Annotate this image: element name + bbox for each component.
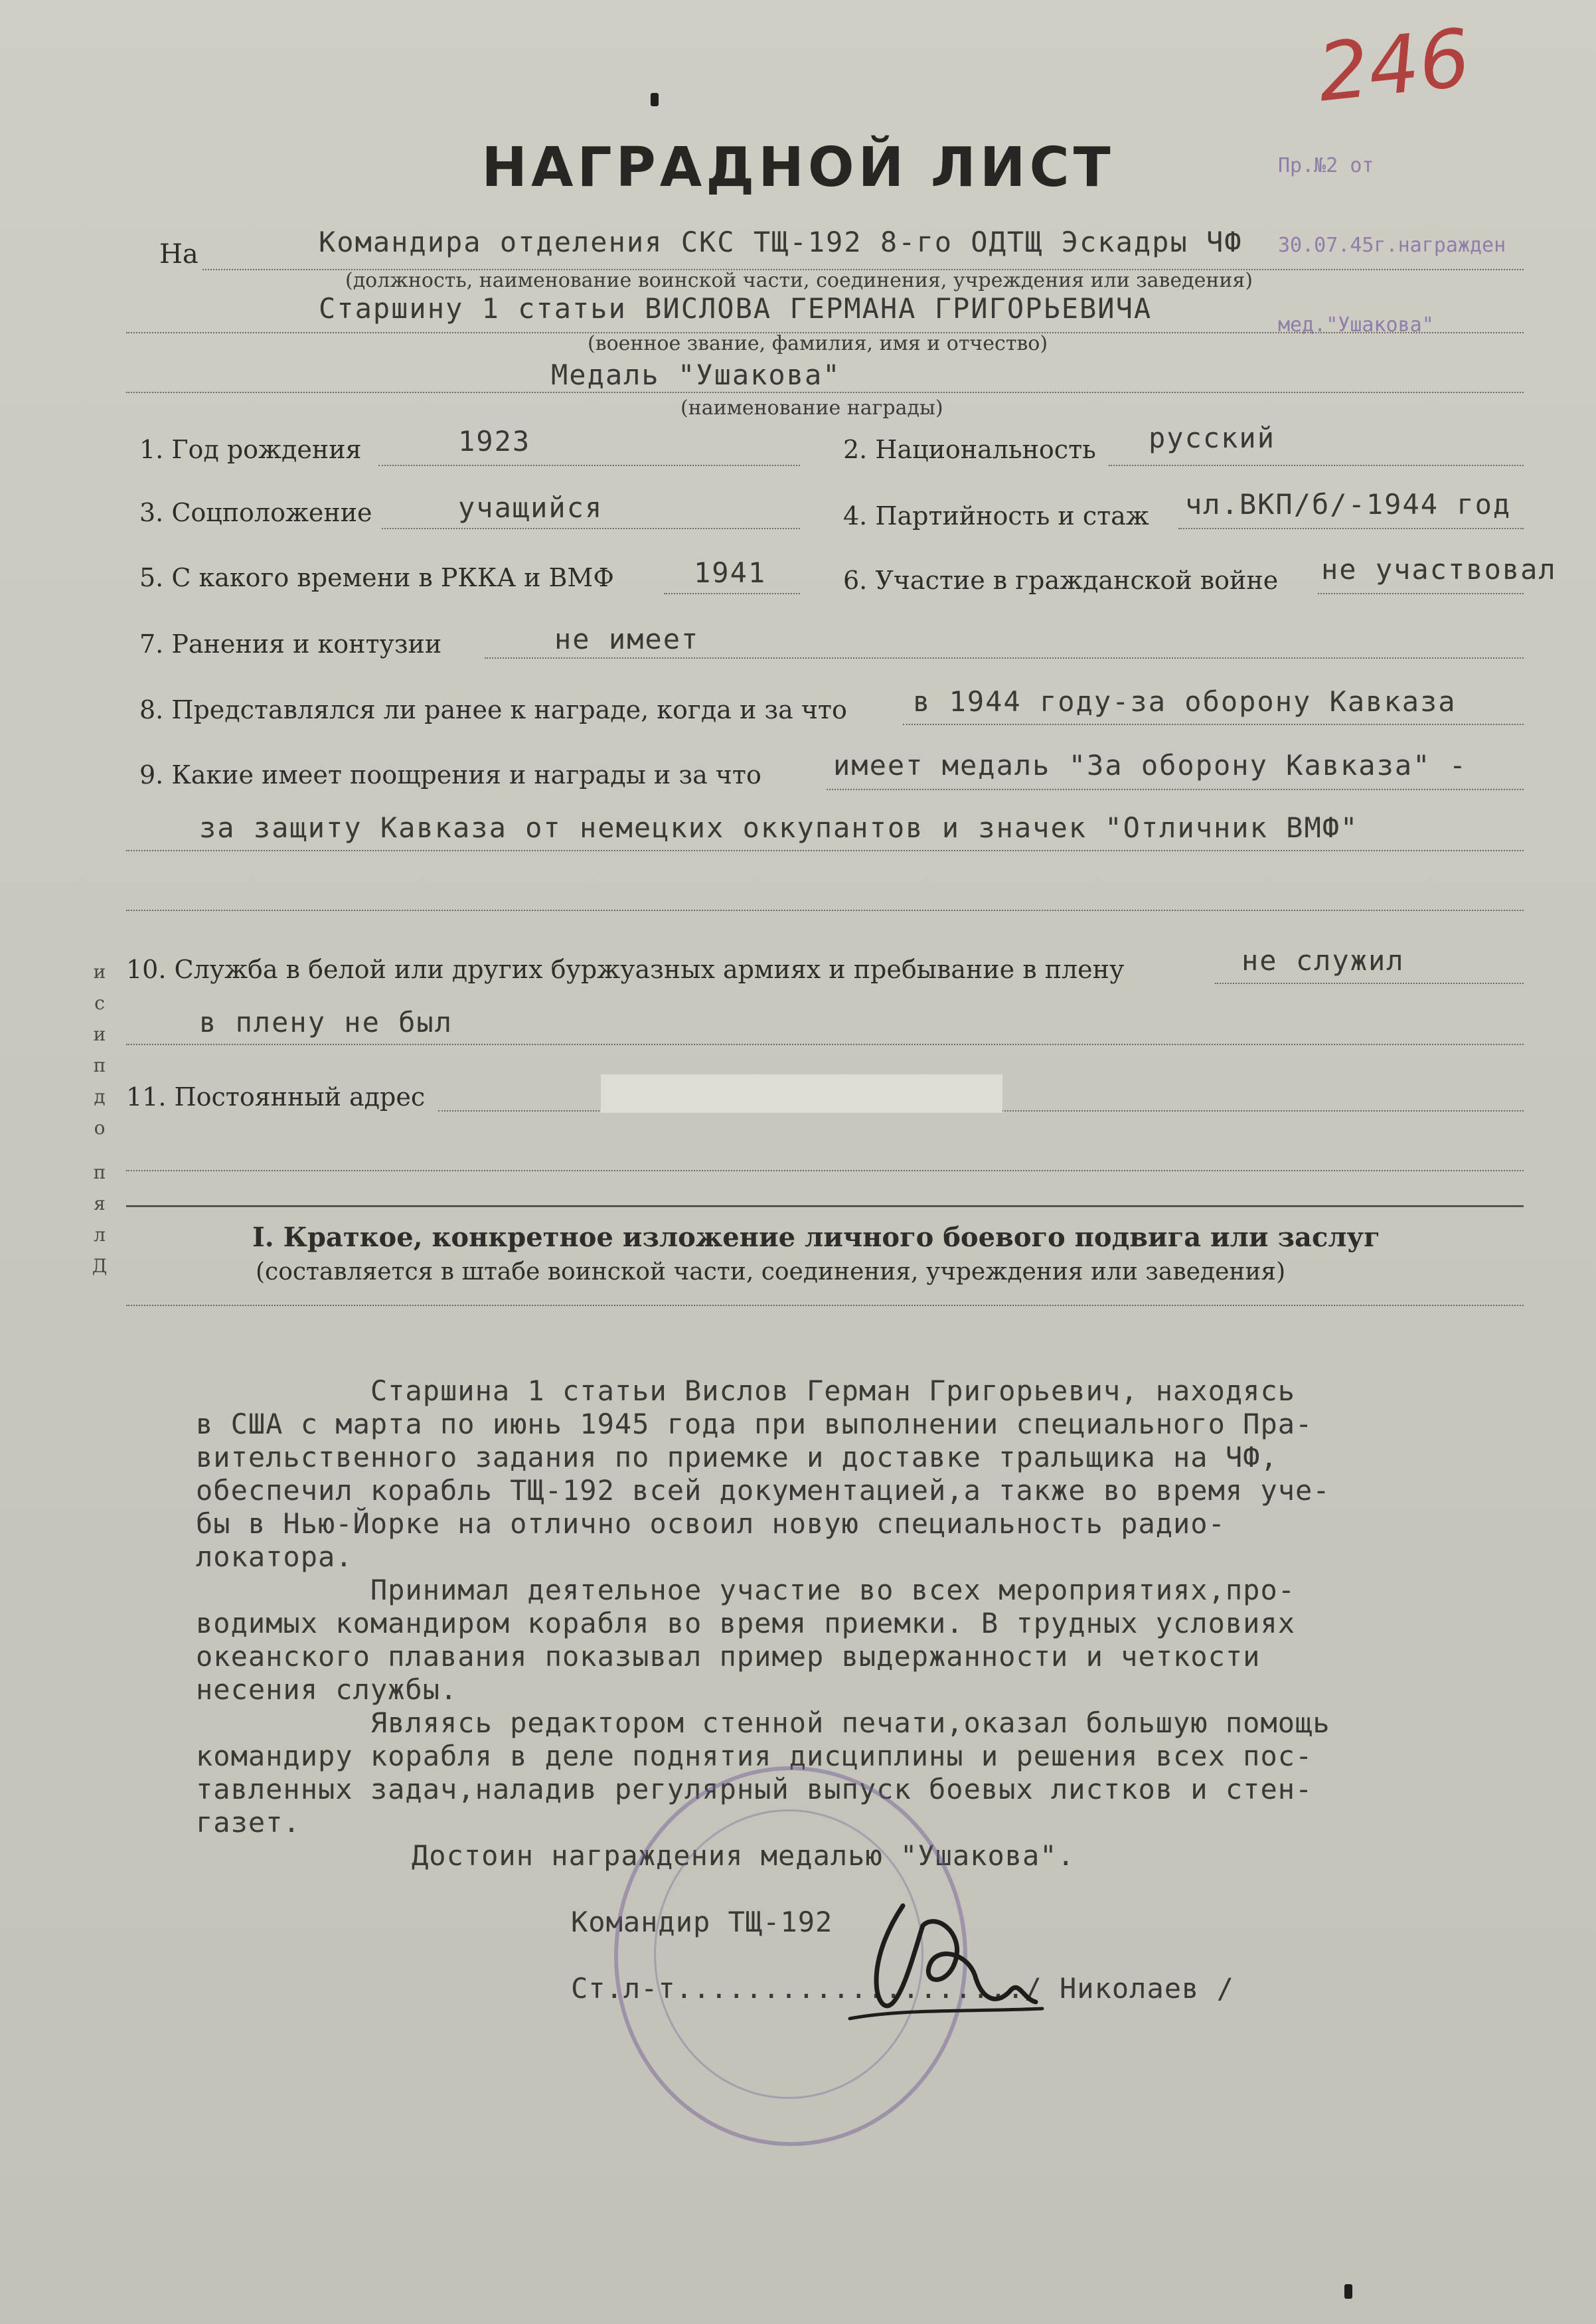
field-honors-line3 (126, 910, 1524, 911)
field-address-line2 (126, 1170, 1524, 1171)
sidebar-letter: д (94, 1086, 106, 1108)
field-previous-award-label: 8. Представлялся ли ранее к награде, когда и за что (139, 695, 847, 724)
sidebar-letter: с (94, 992, 105, 1014)
handwritten-signature (823, 1886, 1062, 2032)
vertical-sidebar-text (86, 956, 113, 1282)
corner-note-line: 30.07.45г.награжден (1278, 234, 1506, 257)
field-address-label: 11. Постоянный адрес (126, 1082, 426, 1112)
section1-heading: I. Краткое, конкретное изложение личного боевого подвига или заслуг (252, 1222, 1380, 1253)
signature-line: Ст.л-т..................../ Николаев / (571, 1972, 1234, 2005)
field-previous-award-value: в 1944 году-за оборону Кавказа (913, 685, 1457, 718)
field-white-army-value-line1: не служил (1241, 944, 1405, 977)
corner-note-line: Пр.№2 от (1278, 154, 1374, 177)
commander-title: Командир ТЩ-192 (571, 1906, 833, 1938)
corner-note-line: мед."Ушакова" (1278, 313, 1434, 337)
field-service-start-line (664, 593, 800, 594)
sidebar-letter: п (93, 1054, 106, 1076)
field-honors-line (827, 789, 1524, 790)
tack-mark (651, 93, 659, 106)
sidebar-letter: и (93, 1023, 106, 1045)
field-service-start-label: 5. С какого времени в РККА и ВМФ (139, 563, 614, 592)
sidebar-letter: о (94, 1117, 106, 1139)
sidebar-letter: л (94, 1224, 106, 1246)
field-honors-value-line2: за защиту Кавказа от немецких оккупантов и значек "Отличник ВМФ" (199, 811, 1359, 844)
to-value: Командира отделения СКС ТЩ-192 8-го ОДТЩ Эскадры ЧФ (319, 226, 1243, 258)
sidebar-letter: и (93, 961, 106, 983)
field-wounds-label: 7. Ранения и контузии (139, 629, 442, 659)
section1-subheading: (составляется в штабе воинской части, соединения, учреждения или заведения) (256, 1258, 1286, 1286)
section-separator (126, 1205, 1524, 1207)
award-caption: (наименование награды) (680, 396, 943, 420)
section1-heading-line (126, 1305, 1524, 1306)
section1-paragraph-3: Являясь редактором стенной печати,оказал большую помощь командиру корабля в деле поднятия дисциплины и решения всех пос- тавленных задач,наладив регулярный выпуск боевых листков и стен- газет. (196, 1706, 1330, 1839)
field-birth-year-value: 1923 (458, 425, 531, 457)
field-civil-war-label: 6. Участие в гражданской войне (843, 566, 1279, 595)
field-party-line (1178, 528, 1524, 529)
field-social-label: 3. Соцположение (139, 498, 372, 527)
award-name: Медаль "Ушакова" (551, 359, 841, 391)
field-birth-year-label: 1. Год рождения (139, 435, 362, 464)
recipient-name: Старшину 1 статьи ВИСЛОВА ГЕРМАНА ГРИГОРЬЕВИЧА (319, 292, 1153, 325)
sidebar-letter: Д (92, 1255, 108, 1277)
field-civil-war-line (1318, 593, 1524, 594)
section1-paragraph-2: Принимал деятельное участие во всех мероприятиях,про- водимых командиром корабля во время приемки. В трудных условиях океанского плавания показывал пример выдержанности и четкости несения службы. (196, 1574, 1296, 1706)
sidebar-letter: я (94, 1193, 106, 1214)
field-civil-war-value: не участвовал (1321, 553, 1557, 586)
field-birth-year-line (378, 465, 800, 466)
field-white-army-line2 (126, 1044, 1524, 1045)
field-social-value: учащийся (458, 491, 603, 524)
field-honors-label: 9. Какие имеет поощрения и награды и за что (139, 760, 761, 789)
section1-paragraph-1: Старшина 1 статьи Вислов Герман Григорьевич, находясь в США с марта по июнь 1945 года при выполнении специального Пра- вительственного задания по приемке и доставке тральщика на ЧФ, обеспечил корабль ТЩ-192 всей документацией,а также во время уче- бы в Нью-Йорке на отлично освоил новую специальность радио- локатора. (196, 1374, 1330, 1573)
to-caption: (должность, наименование воинской части, соединения, учреждения или заведения) (345, 269, 1253, 292)
field-honors-value-line1: имеет медаль "За оборону Кавказа" - (833, 749, 1468, 782)
to-label: На (159, 239, 199, 270)
field-nationality-value: русский (1149, 422, 1276, 454)
field-previous-award-line (903, 724, 1524, 725)
field-white-army-label: 10. Служба в белой или других буржуазных армиях и пребывание в плену (126, 955, 1125, 984)
field-wounds-line (485, 657, 1524, 659)
address-redaction (601, 1074, 1002, 1113)
field-nationality-line (1109, 465, 1524, 466)
field-wounds-value: не имеет (554, 623, 700, 655)
field-party-value: чл.ВКП/б/-1944 год (1185, 488, 1512, 521)
handwritten-page-number: 246 (1313, 12, 1475, 120)
section1-conclusion: Достоин награждения медалью "Ушакова". (412, 1839, 1075, 1872)
tack-mark (1344, 2284, 1352, 2299)
field-social-line (382, 528, 800, 529)
field-service-start-value: 1941 (694, 556, 767, 589)
award-underline (126, 392, 1524, 393)
field-white-army-value-line2: в плену не был (199, 1006, 453, 1038)
sidebar-letter: п (93, 1161, 106, 1183)
field-party-label: 4. Партийность и стаж (843, 501, 1149, 531)
field-honors-line2 (126, 850, 1524, 851)
field-white-army-line (1215, 983, 1524, 984)
name-caption: (военное звание, фамилия, имя и отчество) (588, 332, 1048, 355)
field-nationality-label: 2. Национальность (843, 435, 1096, 464)
document-title: НАГРАДНОЙ ЛИСТ (481, 136, 1115, 199)
